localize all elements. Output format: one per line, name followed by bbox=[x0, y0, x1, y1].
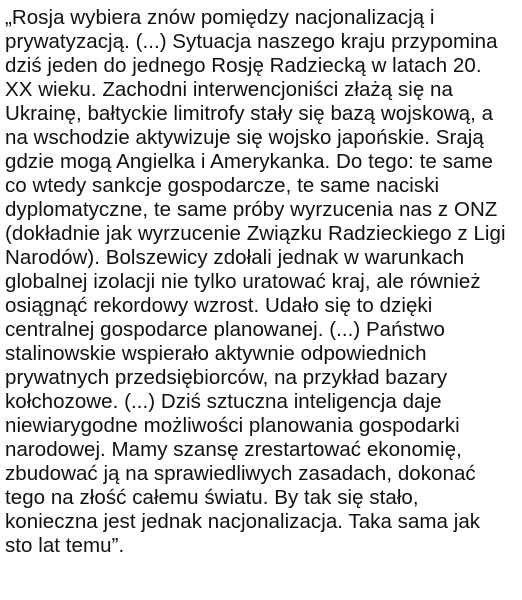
quote-line: centralnej gospodarce planowanej. (...) Państwo bbox=[5, 318, 445, 341]
quote-line: dziś jeden do jednego Rosję Radziecką w latach 20. bbox=[5, 54, 482, 77]
quote-line: konieczna jest jednak nacjonalizacja. Taka sama jak bbox=[5, 510, 481, 533]
quote-line: zbudować ją na sprawiedliwych zasadach, dokonać bbox=[5, 462, 476, 485]
quote-line: prywatnych przedsiębiorców, na przykład bazary bbox=[5, 366, 448, 389]
quote-line: prywatyzacją. (...) Sytuacja naszego kraju przypomina bbox=[5, 30, 498, 53]
quote-line: kołchozowe. (...) Dziś sztuczna inteligencja daje bbox=[5, 390, 442, 413]
quote-line: co wtedy sankcje gospodarcze, te same naciski bbox=[5, 174, 440, 197]
quote-line: gdzie mogą Angielka i Amerykanka. Do tego: te same bbox=[5, 150, 493, 173]
quote-line: dyplomatyczne, te same próby wyrzucenia nas z ONZ bbox=[5, 198, 498, 221]
quote-line: XX wieku. Zachodni interwencjoniści złażą się na bbox=[5, 78, 453, 101]
quote-line: stalinowskie wspierało aktywnie odpowiednich bbox=[5, 342, 427, 365]
quote-line: globalnej izolacji nie tylko uratować kraj, ale również bbox=[5, 270, 481, 293]
quote-text-block bbox=[5, 6, 517, 558]
quote-line: Ukrainę, bałtyckie limitrofy stały się bazą wojskową, a bbox=[5, 102, 494, 125]
quote-line: narodowej. Mamy szansę zrestartować ekonomię, bbox=[5, 438, 462, 461]
quote-line: Narodów). Bolszewicy zdołali jednak w warunkach bbox=[5, 246, 465, 269]
quote-line: sto lat temu”. bbox=[5, 534, 125, 557]
quote-line: osiągnąć rekordowy wzrost. Udało się to dzięki bbox=[5, 294, 433, 317]
quote-line: na wschodzie aktywizuje się wojsko japońskie. Srają bbox=[5, 126, 484, 149]
quote-line: „Rosja wybiera znów pomiędzy nacjonalizacją i bbox=[5, 6, 435, 29]
quote-line: niewiarygodne możliwości planowania gospodarki bbox=[5, 414, 460, 437]
quote-line: (dokładnie jak wyrzucenie Związku Radzieckiego z Ligi bbox=[5, 222, 506, 245]
quote-line: tego na złość całemu światu. By tak się stało, bbox=[5, 486, 419, 509]
